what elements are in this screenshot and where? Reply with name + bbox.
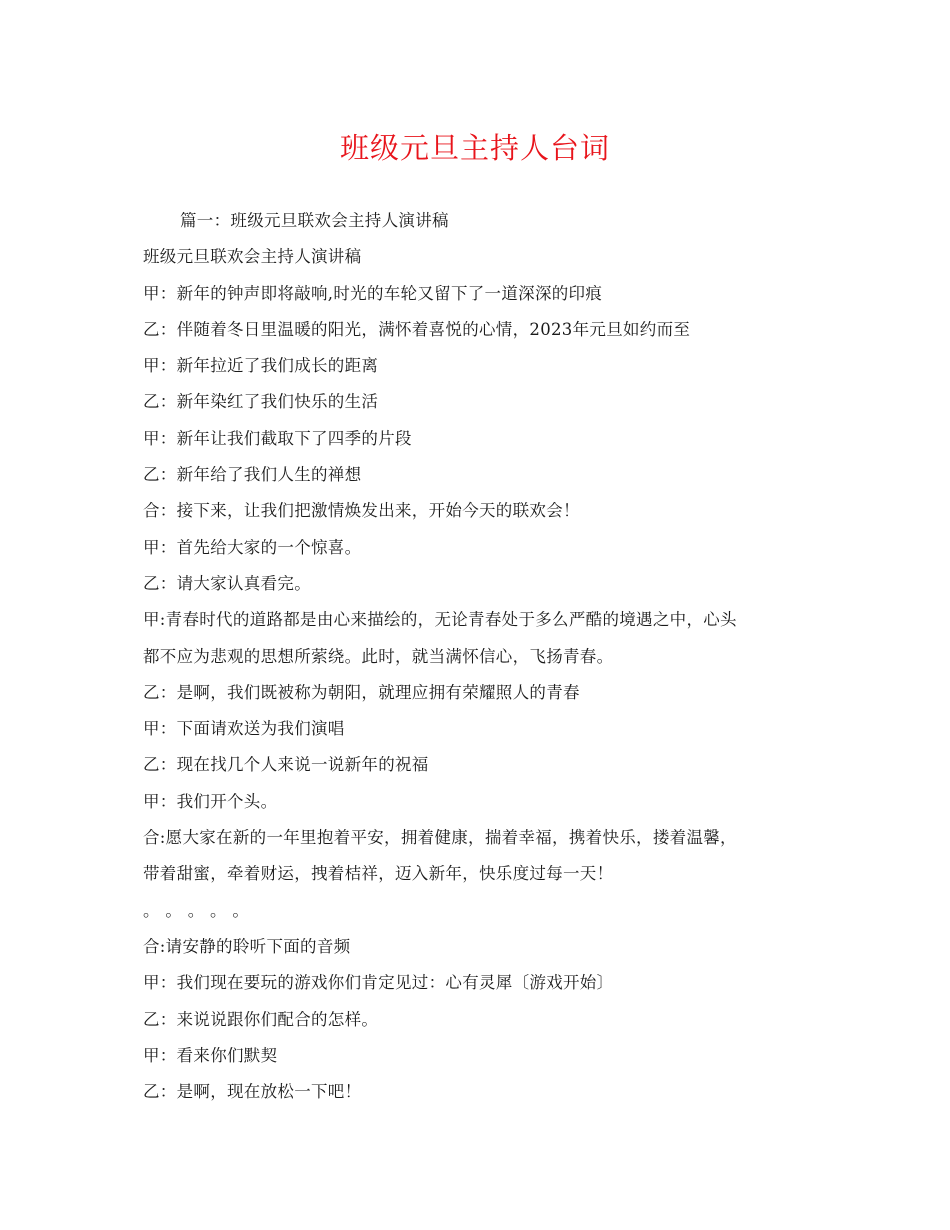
paragraph-line: 班级元旦联欢会主持人演讲稿: [143, 247, 362, 267]
document-body: [143, 203, 823, 1110]
paragraph-line: 带着甜蜜，牵着财运，拽着桔祥，迈入新年，快乐度过每一天！: [143, 864, 614, 884]
paragraph-line: 甲：新年让我们截取下了四季的片段: [143, 428, 412, 448]
paragraph-line: 甲：下面请欢送为我们演唱: [143, 719, 345, 739]
paragraph-line: 甲：新年拉近了我们成长的距离: [143, 356, 379, 376]
paragraph-line: 甲：我们现在要玩的游戏你们肯定见过：心有灵犀〔游戏开始〕: [143, 973, 614, 993]
paragraph-line: 合:愿大家在新的一年里抱着平安，拥着健康，揣着幸福，携着快乐，搂着温馨，: [143, 828, 737, 848]
ellipsis-line: 。 。 。 。 。: [143, 900, 250, 920]
paragraph-line: 合:请安静的聆听下面的音频: [143, 936, 351, 956]
paragraph-line: 甲：我们开个头。: [143, 791, 278, 811]
paragraph-line: 乙：新年染红了我们快乐的生活: [143, 392, 379, 412]
paragraph-line: 甲:青春时代的道路都是由心来描绘的，无论青春处于多么严酷的境遇之中，心头: [143, 610, 737, 630]
paragraph-line: 乙：伴随着冬日里温暖的阳光，满怀着喜悦的心情，2023年元旦如约而至: [143, 319, 691, 339]
paragraph-line: 乙：新年给了我们人生的禅想: [143, 465, 362, 485]
paragraph-line: 乙：来说说跟你们配合的怎样。: [143, 1009, 379, 1029]
paragraph-line: 甲：看来你们默契: [143, 1045, 278, 1065]
paragraph-line: 乙：现在找几个人来说一说新年的祝福: [143, 755, 429, 775]
paragraph-line: 合：接下来，让我们把激情焕发出来，开始今天的联欢会！: [143, 501, 580, 521]
paragraph-line: 都不应为悲观的思想所萦绕。此时，就当满怀信心，飞扬青春。: [143, 646, 614, 666]
document-title: 班级元旦主持人台词: [339, 131, 610, 165]
paragraph-line: 乙：是啊，现在放松一下吧！: [143, 1082, 362, 1102]
paragraph-line: 甲：首先给大家的一个惊喜。: [143, 537, 362, 557]
section-heading: 篇一：班级元旦联欢会主持人演讲稿: [180, 211, 449, 230]
paragraph-line: 乙：请大家认真看完。: [143, 573, 311, 593]
paragraph-line: 乙：是啊，我们既被称为朝阳，就理应拥有荣耀照人的青春: [143, 682, 580, 702]
paragraph-line: 甲：新年的钟声即将敲响,时光的车轮又留下了一道深深的印痕: [143, 283, 603, 303]
